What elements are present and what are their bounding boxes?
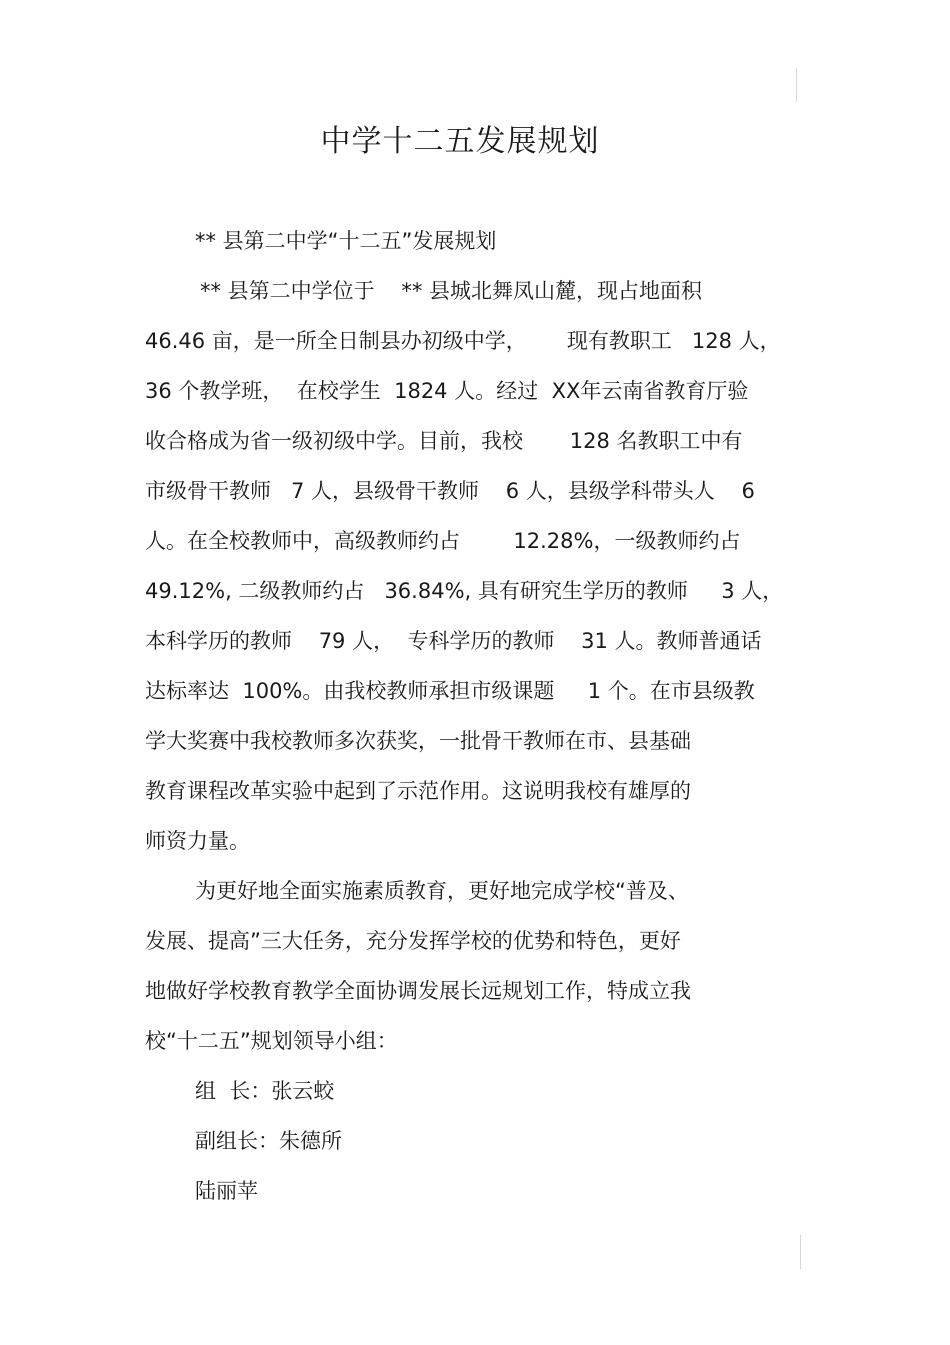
page-edge-mark-top — [796, 68, 797, 102]
deputy-leader-line: 副组长：朱德所 — [195, 1129, 342, 1153]
member-line: 陆丽苹 — [195, 1179, 258, 1203]
paragraph-line: 市级骨干教师 7 人，县级骨干教师 6 人，县级学科带头人 6 — [145, 479, 755, 503]
paragraph-line: 本科学历的教师 79 人， 专科学历的教师 31 人。教师普通话 — [145, 629, 762, 653]
paragraph-line: 49.12%, 二级教师约占 36.84%, 具有研究生学历的教师 3 人， — [145, 579, 784, 603]
paragraph-line: 校“十二五”规划领导小组： — [145, 1029, 398, 1053]
paragraph-line: 教育课程改革实验中起到了示范作用。这说明我校有雄厚的 — [145, 779, 691, 803]
subtitle-line: ** 县第二中学“十二五”发展规划 — [195, 229, 497, 253]
paragraph-line: 46.46 亩，是一所全日制县办初级中学， 现有教职工 128 人， — [145, 329, 781, 353]
paragraph-line: ** 县第二中学位于 ** 县城北舞凤山麓，现占地面积 — [200, 279, 703, 303]
leader-line: 组 长：张云蛟 — [195, 1079, 335, 1103]
paragraph-line: 收合格成为省一级初级中学。目前，我校 128 名教职工中有 — [145, 429, 743, 453]
paragraph-line: 人。在全校教师中，高级教师约占 12.28%，一级教师约占 — [145, 529, 741, 553]
paragraph-line: 达标率达 100%。由我校教师承担市级课题 1 个。在市县级教 — [145, 679, 755, 703]
paragraph-line: 师资力量。 — [145, 829, 250, 853]
paragraph-line: 地做好学校教育教学全面协调发展长远规划工作，特成立我 — [145, 979, 691, 1003]
paragraph-line: 发展、提高”三大任务，充分发挥学校的优势和特色，更好 — [145, 929, 681, 953]
page-edge-mark-bottom — [800, 1235, 801, 1269]
paragraph-line: 学大奖赛中我校教师多次获奖，一批骨干教师在市、县基础 — [145, 729, 691, 753]
paragraph-line: 36 个教学班， 在校学生 1824 人。经过 XX年云南省教育厅验 — [145, 379, 749, 403]
document-title: 中学十二五发展规划 — [320, 124, 600, 159]
paragraph-line: 为更好地全面实施素质教育，更好地完成学校“普及、 — [195, 879, 689, 903]
